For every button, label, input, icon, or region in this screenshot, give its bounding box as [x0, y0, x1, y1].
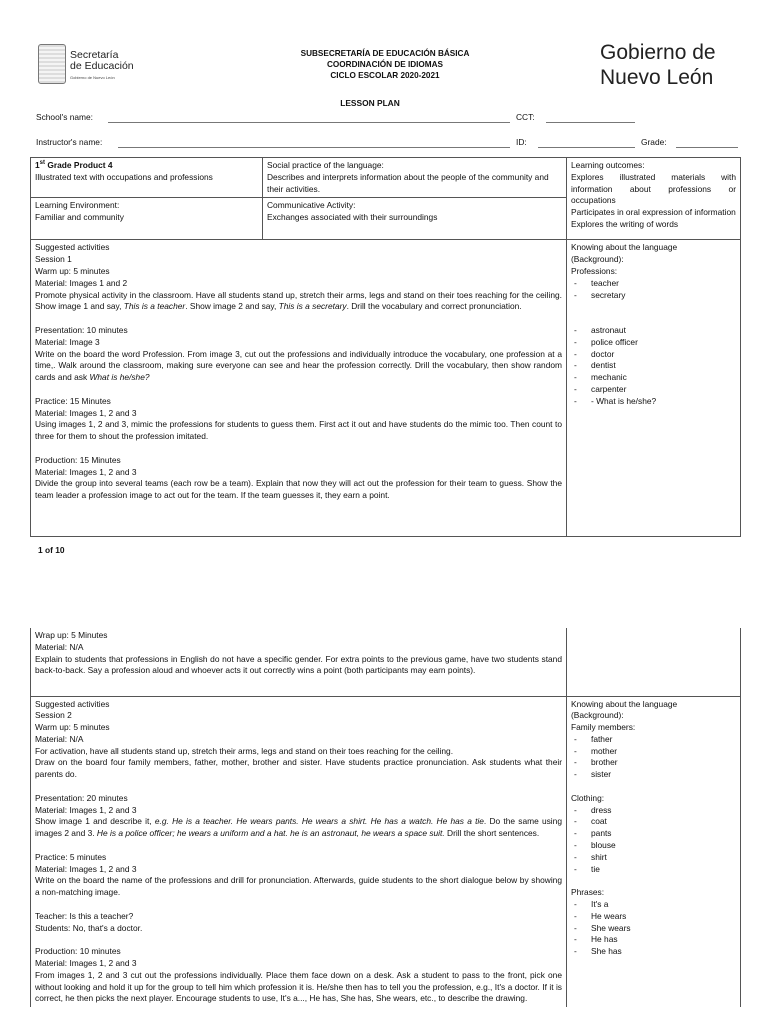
learning-outcome-item: Participates in oral expression of information: [571, 207, 736, 218]
list-item: - brother: [571, 757, 736, 769]
id-label: ID:: [516, 137, 527, 147]
list-item: - pants: [571, 828, 736, 840]
professions-title: Professions:: [571, 265, 618, 276]
warmup-text: For activation, have all students stand up, stretch their arms, legs and stand on their toes reaching for the ceiling.: [35, 745, 454, 756]
government-logo-text: Gobierno de Nuevo León: [600, 41, 716, 89]
material-line: Material: Images 1, 2 and 3: [35, 407, 137, 418]
phrases-title: Phrases:: [571, 887, 605, 898]
material-line: Material: Images 1 and 2: [35, 277, 128, 288]
warmup-heading: Warm up: 5 minutes: [35, 722, 110, 733]
grade-product-title: 1st Grade Product 4: [35, 160, 113, 170]
knowing-title: Knowing about the language: [571, 698, 678, 709]
logo-subtitle: Gobierno de Nuevo León: [70, 75, 115, 80]
list-item: - doctor: [571, 349, 736, 361]
lesson-plan-title: LESSON PLAN: [340, 98, 400, 108]
practice-heading: Practice: 5 minutes: [35, 851, 107, 862]
list-item: - blouse: [571, 840, 736, 852]
social-practice-title: Social practice of the language:: [267, 160, 384, 170]
professions-list: [571, 325, 736, 408]
list-item: - mother: [571, 746, 736, 758]
cct-field[interactable]: [546, 122, 635, 123]
knowing-language-cell: [567, 240, 741, 537]
wrapup-side-cell: [567, 628, 741, 696]
warmup-heading: Warm up: 5 minutes: [35, 265, 110, 276]
learning-environment-title: Learning Environment:: [35, 200, 120, 211]
practice-text: Using images 1, 2 and 3, mimic the professions for students to guess them. First act it out and have students do the mimic too. Then count to three for them to shout the profession imitated.: [35, 419, 562, 442]
production-heading: Production: 10 minutes: [35, 946, 121, 957]
activities-heading: Suggested activities: [35, 698, 110, 709]
production-text: Divide the group into several teams (each row be a team). Explain that now they will act out the profession for their team to guess. Show the team leader a profession image to act out for the team. If the team guesses it, they earn a point.: [35, 478, 562, 501]
knowing-language-cell: [567, 696, 741, 1007]
session-heading: Session 2: [35, 710, 72, 721]
phrases-list: [571, 899, 736, 958]
family-list: [571, 734, 736, 781]
material-line: Material: Images 1, 2 and 3: [35, 466, 137, 477]
clothing-title: Clothing:: [571, 792, 605, 803]
header-center: SUBSECRETARÍA DE EDUCACIÓN BÁSICA COORDINACIÓN DE IDIOMAS CICLO ESCOLAR 2020-2021: [300, 49, 470, 80]
knowing-title: Knowing about the language: [571, 242, 678, 253]
presentation-text: Write on the board the word Profession. From image 3, cut out the professions and individually introduce the vocabulary, one profession at a time,. Walk around the classroom, making sure everyone can see and hear the profession correctly. Drill the vocabulary, then show random cards and ask What is he/she?: [35, 348, 562, 383]
list-item: - sister: [571, 769, 736, 781]
professions-list: [571, 278, 736, 302]
list-item: - tie: [571, 864, 736, 876]
list-item: - dress: [571, 805, 736, 817]
material-line: Material: Images 1, 2 and 3: [35, 804, 137, 815]
dialogue-students: Students: No, that's a doctor.: [35, 922, 143, 933]
social-practice-desc: Describes and interprets information about the people of the community and their activities.: [267, 171, 549, 194]
list-item: - mechanic: [571, 372, 736, 384]
communicative-activity-cell: [263, 198, 567, 240]
list-item: - carpenter: [571, 384, 736, 396]
warmup-text: Promote physical activity in the classroom. Have all students stand up, stretch their arms, legs and stand on their toes reaching for the ceiling. Show image 1 and say, This is a teacher. Show image 2 and say, This is a secretary. Drill the vocabulary and correct pronunciation.: [35, 289, 562, 312]
page-number: 1 of 10: [38, 545, 65, 555]
state-seal-icon: [38, 44, 66, 84]
learning-environment-cell: [31, 198, 263, 240]
learning-outcome-item: Explores the writing of words: [571, 218, 679, 229]
instructor-name-label: Instructor's name:: [36, 137, 103, 147]
social-practice-cell: [263, 158, 567, 198]
list-item: - teacher: [571, 278, 736, 290]
wrapup-heading: Wrap up: 5 Minutes: [35, 630, 108, 640]
grade-product-cell: [31, 158, 263, 198]
knowing-subtitle: (Background):: [571, 710, 624, 721]
communicative-activity-title: Communicative Activity:: [267, 200, 356, 211]
grade-label: Grade:: [641, 137, 667, 147]
material-line: Material: N/A: [35, 733, 84, 744]
logo-title: Secretaría de Educación: [70, 49, 134, 72]
learning-outcome-item: Explores illustrated materials with information about professions or occupations: [571, 171, 736, 206]
material-line: Material: N/A: [35, 641, 84, 652]
activities-heading: Suggested activities: [35, 242, 110, 253]
learning-outcomes-title: Learning outcomes:: [571, 160, 645, 170]
grade-product-desc: Illustrated text with occupations and professions: [35, 171, 213, 182]
presentation-heading: Presentation: 10 minutes: [35, 324, 128, 335]
session-heading: Session 1: [35, 254, 72, 265]
list-item: - police officer: [571, 337, 736, 349]
session1-activities-cell: [31, 240, 567, 537]
school-name-field[interactable]: [108, 122, 510, 123]
material-line: Material: Images 1, 2 and 3: [35, 958, 137, 969]
material-line: Material: Image 3: [35, 336, 100, 347]
cct-label: CCT:: [516, 112, 535, 122]
presentation-heading: Presentation: 20 minutes: [35, 792, 128, 803]
list-item: - She has: [571, 946, 736, 958]
learning-environment-desc: Familiar and community: [35, 212, 124, 223]
instructor-name-field[interactable]: [118, 147, 510, 148]
list-item: - father: [571, 734, 736, 746]
clothing-list: [571, 805, 736, 876]
list-item: - coat: [571, 816, 736, 828]
id-field[interactable]: [538, 147, 635, 148]
list-item: - She wears: [571, 923, 736, 935]
school-name-label: School's name:: [36, 112, 93, 122]
communicative-activity-desc: Exchanges associated with their surroundings: [267, 212, 438, 223]
presentation-text: Show image 1 and describe it, e.g. He is a teacher. He wears pants. He wears a shirt. He has a watch. He has a tie. Do the same using images 2 and 3. He is a police officer; he wears a uniform and a hat. he is an astronaut, he wears a space suit. Drill the short sentences.: [35, 816, 562, 839]
warmup-text: Draw on the board four family members, father, mother, brother and sister. Have students practice pronunciation. Ask students what their parents do.: [35, 757, 562, 780]
wrapup-text: Explain to students that professions in English do not have a specific gender. For extra points to the previous game, have two students stand back-to-back. Say a profession aloud and whoever acts it out correctly wins a point (both participants may earn points).: [35, 653, 562, 676]
family-title: Family members:: [571, 722, 636, 733]
list-item: - It's a: [571, 899, 736, 911]
grade-field[interactable]: [676, 147, 738, 148]
wrapup-cell: [31, 628, 567, 696]
knowing-subtitle: (Background):: [571, 254, 624, 265]
lesson-plan-table-continued: [30, 628, 741, 1007]
list-item: - dentist: [571, 360, 736, 372]
list-item: - - What is he/she?: [571, 396, 736, 408]
dialogue-teacher: Teacher: Is this a teacher?: [35, 910, 134, 921]
secretaria-logo: [38, 42, 138, 88]
list-item: - shirt: [571, 852, 736, 864]
production-heading: Production: 15 Minutes: [35, 454, 121, 465]
list-item: - He has: [571, 934, 736, 946]
session2-activities-cell: [31, 696, 567, 1007]
material-line: Material: Images 1, 2 and 3: [35, 863, 137, 874]
learning-outcomes-cell: [567, 158, 741, 240]
lesson-plan-table: [30, 157, 741, 537]
list-item: - He wears: [571, 911, 736, 923]
practice-heading: Practice: 15 Minutes: [35, 395, 111, 406]
list-item: - secretary: [571, 290, 736, 302]
list-item: - astronaut: [571, 325, 736, 337]
production-text: From images 1, 2 and 3 cut out the professions individually. Place them face down on a desk. Ask a student to pass to the front, pick one without looking and hold it up for the group to tell him which profession it is. He/she then has to tell you the profession, e.g., It's a doctor. If it is correct, he then picks the next player. Encourage students to use, It's a..., He has, She has, She wears, etc., to describe the drawing.: [35, 969, 562, 1004]
practice-text: Write on the board the name of the professions and drill for pronunciation. Afterwards, guide students to the short dialogue below by showing a non-matching image.: [35, 875, 562, 898]
